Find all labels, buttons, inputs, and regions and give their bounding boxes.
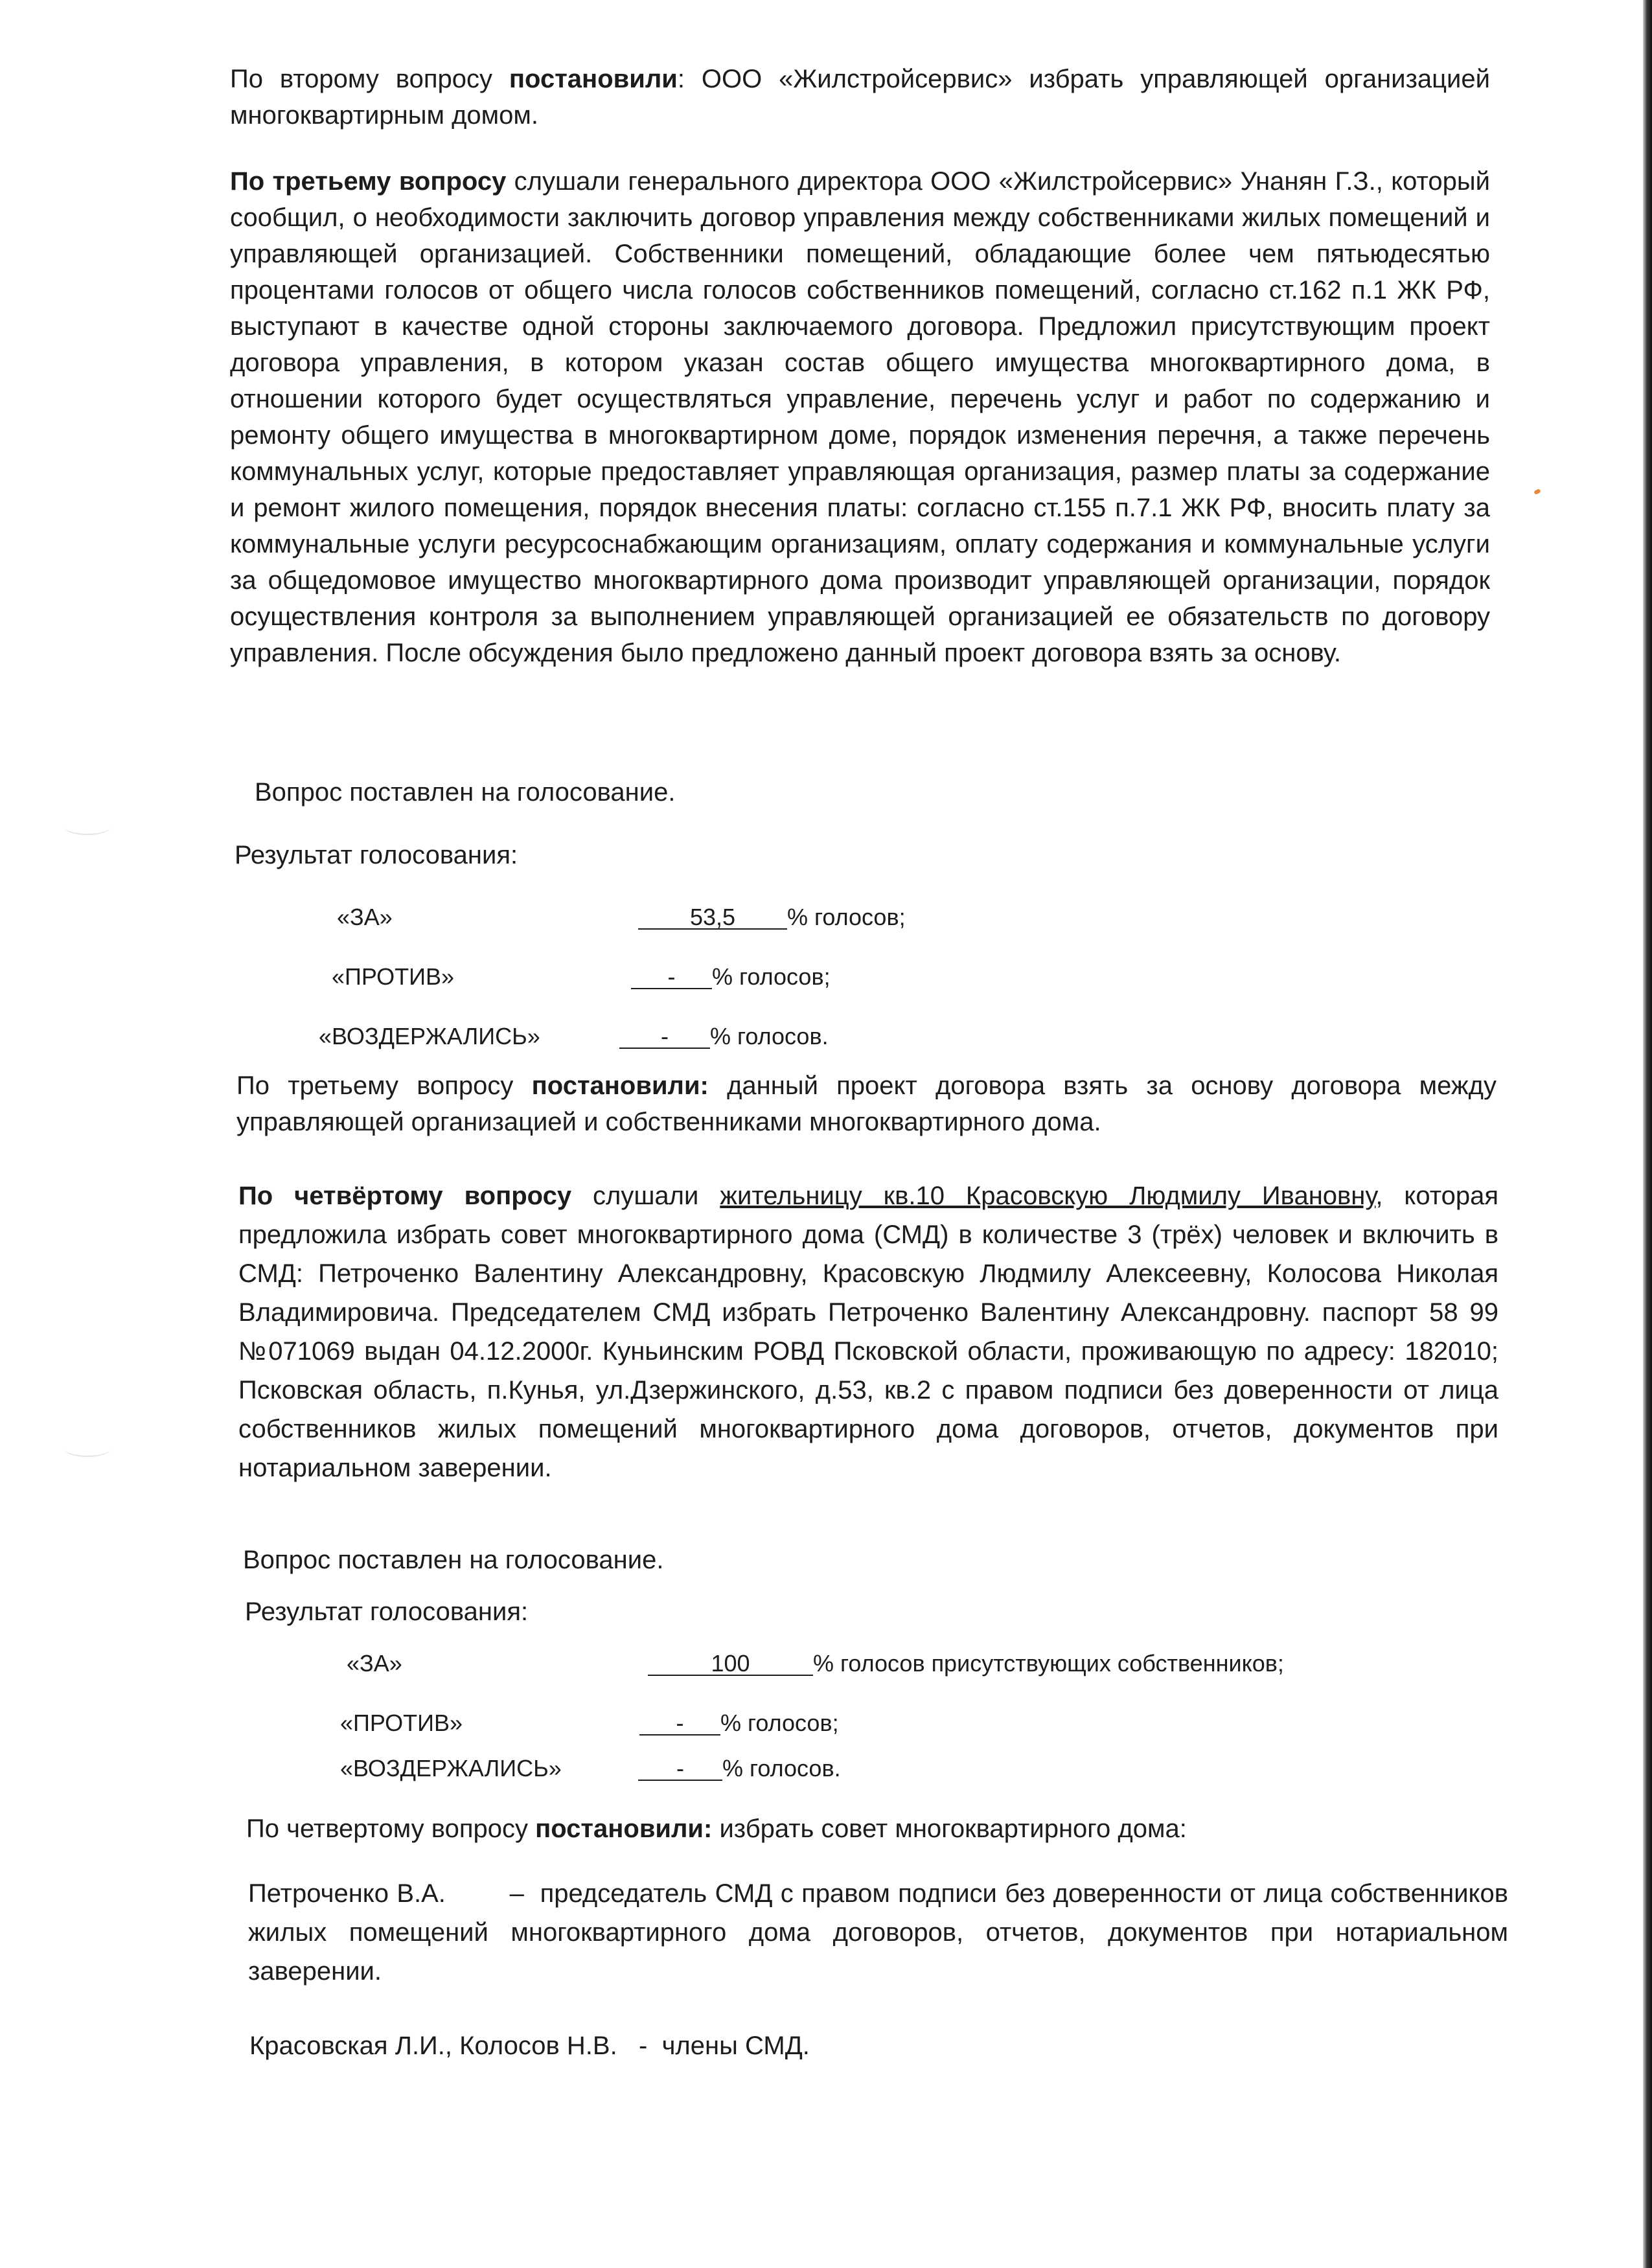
- q4-decision-bold: постановили:: [535, 1815, 713, 1843]
- q4-decision-paragraph: [246, 1811, 1506, 1847]
- vote-value: 100: [648, 1653, 813, 1676]
- q4-discussion-paragraph: [238, 1176, 1498, 1487]
- q3-decision-paragraph: [236, 1068, 1497, 1140]
- q4-discussion-mid: слушали: [571, 1182, 720, 1210]
- q4-discussion-underlined: жительницу кв.10 Красовскую Людмилу Ивановну: [720, 1182, 1376, 1210]
- q4-discussion-text: , которая предложила избрать совет многоквартирного дома (СМД) в количестве 3 (трёх) человек и включить в СМД: Петроченко Валентину Александровну, Красовскую Людмилу Алексеевну, Колосова Николая Владимировича. Председателем СМД избрать Петроченко Валентину Александровну. паспорт 58 99 №071069 выдан 04.12.2000г. Куньинским РОВД Псковской области, проживающую по адресу: 182010; Псковская область, п.Кунья, ул.Дзержинского, д.53, кв.2 с правом подписи без доверенности от лица собственников жилых помещений многоквартирного дома договоров, отчетов, документов при нотариальном заверении.: [238, 1182, 1498, 1482]
- q2-decision-bold: постановили: [509, 65, 678, 93]
- vote-suffix: % голосов.: [710, 1023, 829, 1049]
- q4-decision-prefix: По четвертому вопросу: [246, 1815, 536, 1843]
- q2-decision-text: : ООО «Жилстройсервис» избрать управляющей организацией многоквартирным домом.: [230, 65, 1490, 130]
- vote-label: «ЗА»: [347, 1650, 402, 1677]
- vote-value: -: [619, 1025, 710, 1049]
- vote-value-group: [619, 1022, 829, 1051]
- q4-result-title: Результат голосования:: [245, 1598, 529, 1626]
- q3-discussion-paragraph: [230, 163, 1490, 671]
- chairman-paragraph: Петроченко В.А. – председатель СМД с правом подписи без доверенности от лица собственников жилых помещений многоквартирного дома договоров, отчетов, документов при нотариальном заверении.: [248, 1879, 1516, 1986]
- vote-suffix: % голосов;: [787, 904, 906, 930]
- q4-decision-text: избрать совет многоквартирного дома:: [712, 1815, 1187, 1843]
- q3-decision-bold: постановили:: [531, 1071, 709, 1100]
- members-line: Красовская Л.И., Колосов Н.В. - члены СМД.: [249, 2032, 810, 2060]
- vote-suffix: % голосов;: [720, 1710, 839, 1736]
- vote-value: 53,5: [638, 906, 787, 930]
- vote-label: «ВОЗДЕРЖАЛИСЬ»: [340, 1755, 562, 1781]
- vote-value: -: [631, 966, 712, 989]
- q3-discussion-text: слушали генерального директора ООО «Жилстройсервис» Унанян Г.З., который сообщил, о необходимости заключить договор управления между собственниками жилых помещений и управляющей организацией. Собственники помещений, обладающие более чем пятьюдесятью процентами голосов от общего числа голосов собственников помещений, согласно ст.162 п.1 ЖК РФ, выступают в качестве одной стороны заключаемого договора. Предложил присутствующим проект договора управления, в котором указан состав общего имущества многоквартирного дома, в отношении которого будет осуществляться управление, перечень услуг и работ по содержанию и ремонту общего имущества в многоквартирном доме, порядок изменения перечня, а также перечень коммунальных услуг, которые предоставляет управляющая организация, размер платы за содержание и ремонт жилого помещения, порядок внесения платы: согласно ст.155 п.7.1 ЖК РФ, вносить плату за коммунальные услуги ресурсоснабжающим организациям, оплату содержания и коммунальные услуги за общедомовое имущество многоквартирного дома производит управляющей организации, порядок осуществления контроля за выполнением управляющей организацией ее обязательств по договору управления. После обсуждения было предложено данный проект договора взять за основу.: [230, 167, 1490, 667]
- q4-vote-call: Вопрос поставлен на голосование.: [243, 1546, 664, 1574]
- q4-discussion-bold: По четвёртому вопросу: [238, 1182, 572, 1210]
- stray-ink-mark: [1533, 488, 1541, 495]
- vote-label: «ПРОТИВ»: [340, 1710, 463, 1736]
- q3-discussion-bold: По третьему вопросу: [230, 167, 507, 196]
- vote-value: -: [638, 1758, 722, 1781]
- vote-label: «ВОЗДЕРЖАЛИСЬ»: [319, 1023, 540, 1049]
- scan-edge-line: [1643, 0, 1652, 2268]
- q3-vote-call: Вопрос поставлен на голосование.: [255, 778, 676, 807]
- punch-hole-mark: [65, 1441, 110, 1457]
- vote-value-group: [638, 1754, 841, 1783]
- q3-decision-text: данный проект договора взять за основу договора между управляющей организацией и собственниками многоквартирного дома.: [236, 1071, 1497, 1136]
- vote-suffix: % голосов присутствующих собственников;: [813, 1650, 1284, 1677]
- q2-decision-prefix: По второму вопросу: [230, 65, 509, 93]
- vote-label: «ЗА»: [337, 904, 393, 930]
- vote-value-group: [639, 1709, 839, 1737]
- q2-decision-paragraph: [230, 61, 1490, 133]
- q3-decision-prefix: По третьему вопросу: [236, 1071, 532, 1100]
- vote-value-group: [638, 903, 906, 932]
- vote-label: «ПРОТИВ»: [332, 963, 455, 990]
- vote-suffix: % голосов;: [712, 963, 831, 990]
- vote-value: -: [639, 1712, 720, 1735]
- punch-hole-mark: [65, 819, 110, 835]
- q3-result-title: Результат голосования:: [235, 841, 518, 869]
- vote-value-group: [648, 1649, 1284, 1678]
- vote-suffix: % голосов.: [722, 1755, 841, 1781]
- vote-value-group: [631, 963, 831, 991]
